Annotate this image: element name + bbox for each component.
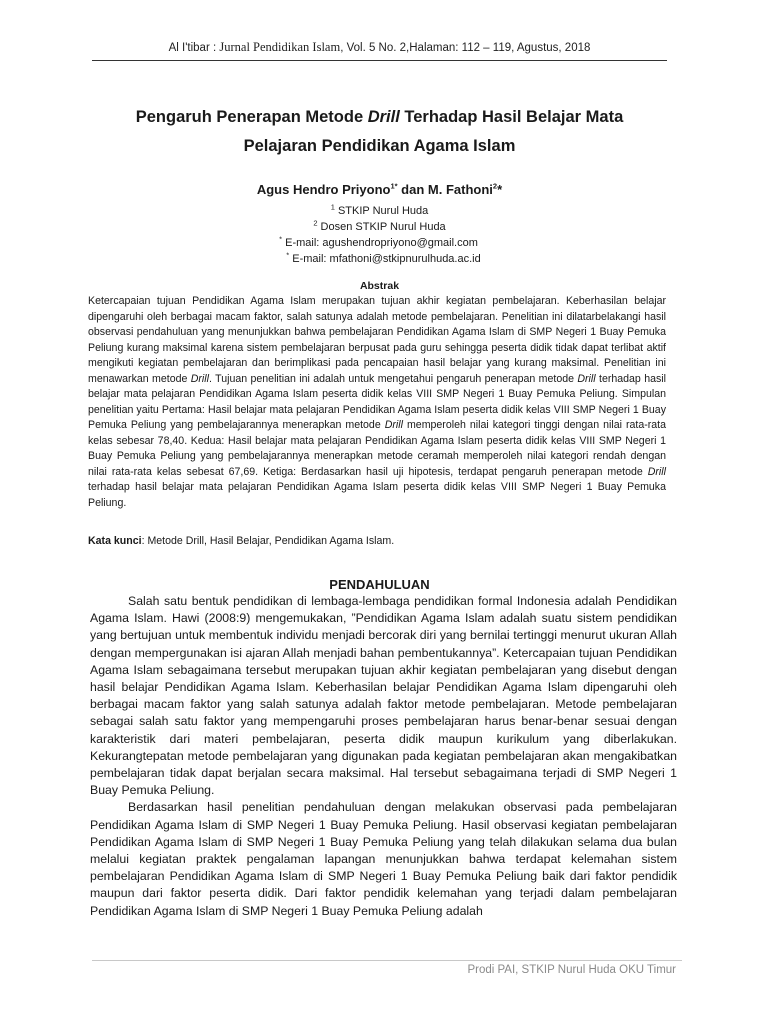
header-divider (92, 60, 667, 61)
title-text-b: Terhadap Hasil Belajar Mata (399, 108, 624, 126)
keywords (88, 534, 666, 549)
section-heading-pendahuluan: PENDAHULUAN (329, 577, 430, 592)
affiliation-2-text: Dosen STKIP Nurul Huda (317, 221, 446, 233)
keywords-text: : Metode Drill, Hasil Belajar, Pendidikan Agama Islam. (141, 535, 395, 547)
title-line-2: Pelajaran Pendidikan Agama Islam (243, 137, 516, 155)
abstract-drill-2: Drill (577, 372, 596, 385)
abstract-text-2: . Tujuan penelitian ini adalah untuk mengetahui pengaruh penerapan metode (209, 372, 578, 385)
footer-divider (92, 960, 682, 961)
author-1: Agus Hendro Priyono (256, 182, 391, 197)
author-connector: dan (397, 182, 428, 197)
author-2-mark: * (497, 182, 503, 197)
abstract-drill-1: Drill (190, 372, 209, 385)
header-details: , Vol. 5 No. 2,Halaman: 112 – 119, Agustus, 2018 (340, 42, 591, 54)
abstract-body (88, 294, 666, 511)
affiliation-2 (92, 219, 667, 235)
abstract-text-3: terhadap hasil belajar mata pelajaran Pendidikan Agama Islam peserta didik kelas VIII SMP Negeri 1 Buay Pemuka Peliung. Simpulan penelitian yaitu Pertama: Hasil belajar mata pelajaran Pendidikan Agama Islam peserta didik kelas VIII SMP Negeri 1 Buay Pemuka Peliung yang pembelajarannya menerapkan metode (88, 372, 666, 431)
author-list (92, 182, 667, 197)
abstract-text-5: terhadap hasil belajar mata pelajaran Pendidikan Agama Islam peserta didik kelas VIII SMP Negeri 1 Buay Pemuka Peliung. (88, 481, 666, 509)
running-header (92, 40, 667, 55)
abstract-drill-4: Drill (647, 465, 666, 478)
affiliation-email-1 (92, 235, 667, 251)
title-italic-drill: Drill (367, 108, 400, 126)
author-1-superscript: 1* (390, 181, 398, 191)
title-text-a: Pengaruh Penerapan Metode (135, 108, 368, 126)
abstract-text-1: Ketercapaian tujuan Pendidikan Agama Islam merupakan tujuan akhir kegiatan pembelajaran. Keberhasilan belajar dipengaruhi oleh berbagai macam faktor, salah satunya adalah metode pembelajaran. Penelitian ini dilatarbelakangi hasil observasi pendahuluan yang menunjukkan bahwa pembelajaran Pendidikan Agama Islam di SMP Negeri 1 Buay Pemuka Peliung kurang maksimal karena sistem pembelajaran berpusat pada guru sehingga peserta didik tidak dapat terlibat aktif mengikuti kegiatan pembelajaran dan berimplikasi pada pencapaian hasil belajar yang kurang maksimal. Penelitian ini menawarkan metode (88, 295, 666, 385)
email-2-sup: * (286, 250, 290, 260)
intro-paragraph-1: Salah satu bentuk pendidikan di lembaga-lembaga pendidikan formal Indonesia adalah Pendidikan Agama Islam. Hawi (2008:9) mengemukakan, ”Pendidikan Agama Islam adalah suatu sistem pendidikan yang bertujuan untuk membentuk individu menjadi bercorak diri yang bernilai tertinggi menurut ukuran Allah dengan mempergunakan isi ajaran Allah menjadi bahan pembentukannya”. Ketercapaian tujuan Pendidikan Agama Islam sebagaimana tersebut merupakan tujuan akhir kegiatan pembelajaran yang disebut dengan hasil belajar Pendidikan Agama Islam. Keberhasilan belajar Pendidikan Agama Islam dipengaruhi oleh berbagai macam faktor yang salah satunya adalah faktor metode pembelajaran. Metode pembelajaran sebagai salah satu faktor yang mempengaruhi proses pembelajaran harus benar-benar sesuai dengan karakteristik dari materi pembelajaran, peserta didik maupun kurikulum yang diberlakukan. Kekurangtepatan metode pembelajaran yang digunakan pada kegiatan pembelajaran akan mengakibatkan pembelajaran tidak dapat berjalan secara maksimal. Hal tersebut sebagaimana terjadi di SMP Negeri 1 Buay Pemuka Peliung. (90, 594, 677, 798)
abstract-heading: Abstrak (359, 280, 400, 292)
affiliation-1-text: STKIP Nurul Huda (334, 205, 429, 217)
affiliations (92, 203, 667, 267)
affiliation-email-2 (92, 251, 667, 267)
author-2: M. Fathoni (427, 182, 493, 197)
abstract-paragraph (88, 294, 666, 511)
abstract-drill-3: Drill (384, 419, 403, 431)
email-1-text: E-mail: agushendropriyono@gmail.com (282, 237, 478, 249)
header-prefix: Al I'tibar : (168, 42, 220, 54)
affiliation-1-sup: 1 (330, 202, 335, 212)
introduction-body (90, 593, 677, 920)
header-journal-name: Jurnal Pendidikan Islam (219, 40, 341, 54)
email-2-text: E-mail: mfathoni@stkipnurulhuda.ac.id (289, 253, 481, 265)
affiliation-2-sup: 2 (313, 218, 318, 228)
author-2-superscript: 2 (492, 181, 498, 191)
page-footer: Prodi PAI, STKIP Nurul Huda OKU Timur (467, 964, 676, 976)
keywords-label: Kata kunci (88, 535, 142, 547)
email-1-sup: * (279, 234, 283, 244)
affiliation-1 (92, 203, 667, 219)
intro-paragraph-2: Berdasarkan hasil penelitian pendahuluan dengan melakukan observasi pada pembelajaran Pendidikan Agama Islam di SMP Negeri 1 Buay Pemuka Peliung. Hasil observasi kegiatan pembelajaran Pendidikan Agama Islam di SMP Negeri 1 Buay Pemuka Peliung yang telah dilakukan selama dua bulan melalui kegiatan praktek pengalaman lapangan menunjukkan bahwa terdapat kelemahan sistem pembelajaran Pendidikan Agama Islam di SMP Negeri 1 Buay Pemuka Peliung baik dari faktor pendidik maupun dari faktor peserta didik. Dari faktor pendidik kelemahan yang terjadi dalam pembelajaran Pendidikan Agama Islam di SMP Negeri 1 Buay Pemuka Peliung adalah (90, 800, 677, 918)
paper-title (92, 103, 667, 161)
title-line-1 (92, 103, 667, 132)
abstract-text-4: memperoleh nilai kategori tinggi dengan nilai rata-rata kelas sebesar 78,40. Kedua: Hasil belajar mata pelajaran Pendidikan Agama Islam peserta didik kelas VIII SMP Negeri 1 Buay Pemuka Peliung yang pembelajarannya menerapkan metode ceramah memperoleh nilai kategori rendah dengan nilai rata-rata kelas sebesat 67,69. Ketiga: Berdasarkan hasil uji hipotesis, terdapat pengaruh penerapan metode (88, 419, 666, 478)
